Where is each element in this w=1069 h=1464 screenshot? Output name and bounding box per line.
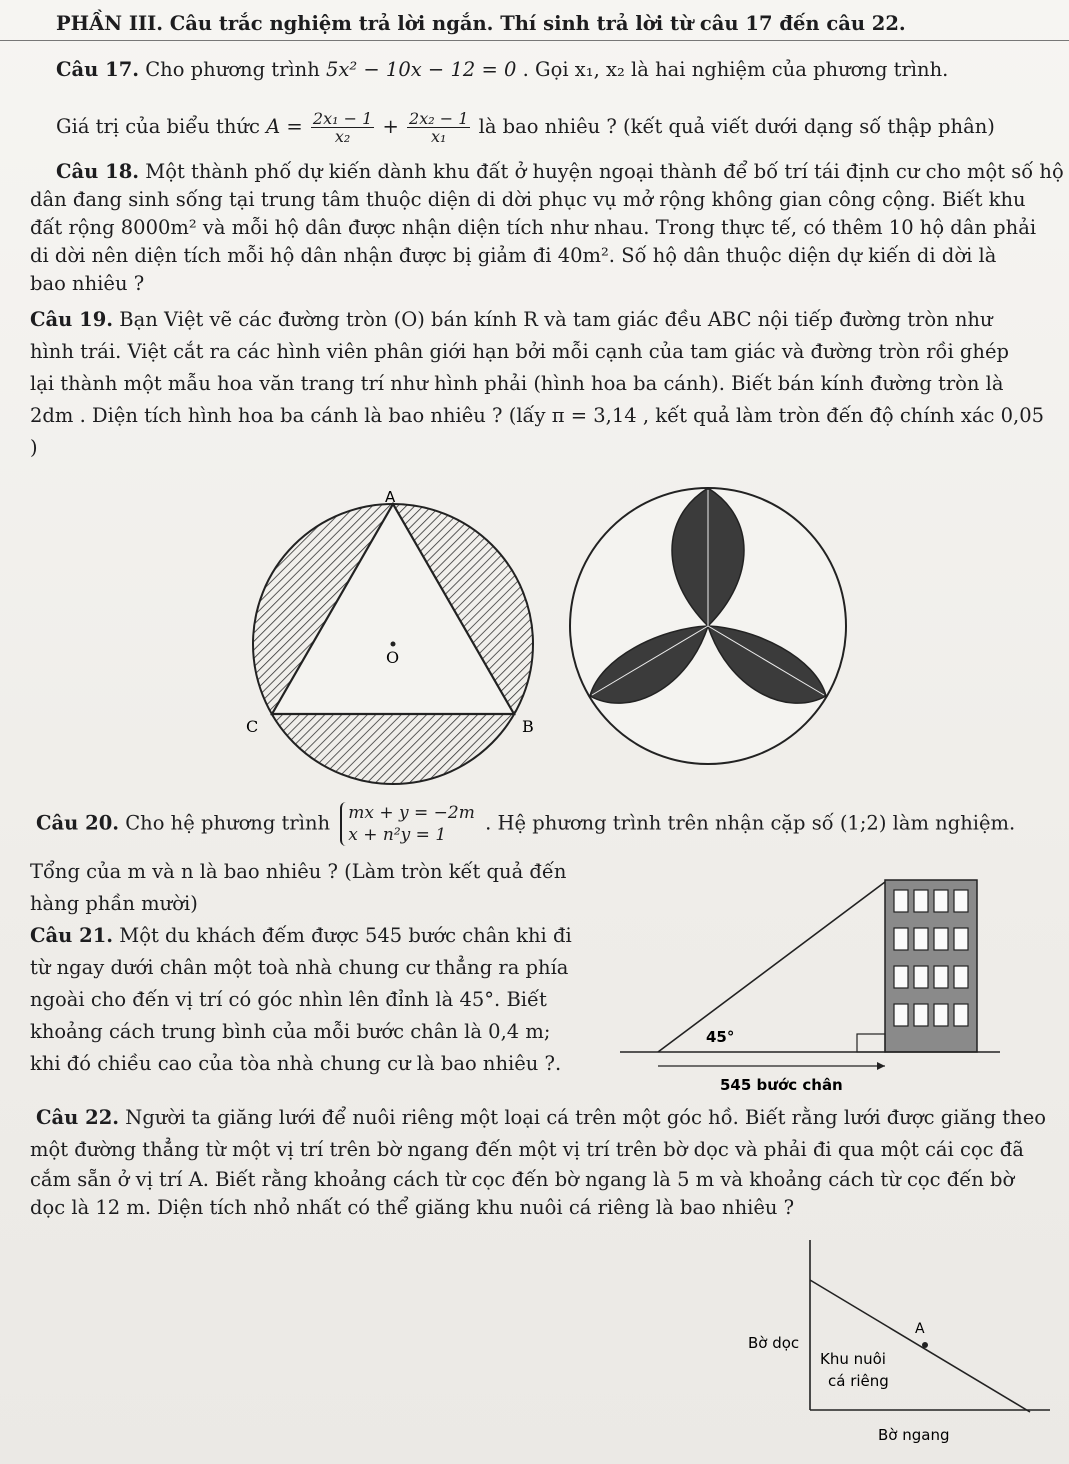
- q21-line3: ngoài cho đến vị trí có góc nhìn lên đỉnh là 45°. Biết: [30, 988, 547, 1011]
- q21-line2: từ ngay dưới chân một toà nhà chung cư thẳng ra phía: [30, 956, 569, 979]
- label-b: B: [522, 717, 534, 736]
- q17-fraction-2: $\frac{\text{2x₂ − 1}}{\text{x₁}}$: [409, 109, 469, 146]
- q17-label: Câu 17.: [56, 58, 140, 81]
- q22-line4: dọc là 12 m. Diện tích nhỏ nhất có thể giăng khu nuôi cá riêng là bao nhiêu ?: [30, 1196, 795, 1219]
- q21-line1: Câu 21. Một du khách đếm được 545 bước chân khi đi: [30, 924, 572, 947]
- q21-figure-building: [600, 870, 1040, 1100]
- q18-line3: đất rộng 8000m² và mỗi hộ dân được nhận diện tích như nhau. Trong thực tế, có thêm 10 hộ dân phải: [30, 216, 1037, 239]
- q19-line3: lại thành một mẫu hoa văn trang trí như hình phải (hình hoa ba cánh). Biết bán kính đường tròn là: [30, 372, 1004, 395]
- q20-equation-system: mx + y = −2m x + n²y = 1: [340, 802, 475, 846]
- q17-line1: Câu 17. Cho phương trình 5x² − 10x − 12 = 0 . Gọi x₁, x₂ là hai nghiệm của phương trình.: [56, 58, 949, 81]
- q19-line2: hình trái. Việt cắt ra các hình viên phân giới hạn bởi mỗi cạnh của tam giác và đường tròn rồi ghép: [30, 340, 1009, 363]
- label-bo-ngang: Bờ ngang: [878, 1426, 950, 1444]
- q17-equation: 5x² − 10x − 12 = 0: [325, 58, 517, 81]
- label-point-a: A: [915, 1321, 925, 1337]
- q22-figure-pond: [720, 1230, 1060, 1460]
- q18-line1: Câu 18. Một thành phố dự kiến dành khu đất ở huyện ngoại thành để bố trí tái định cư cho một số hộ: [56, 160, 1064, 183]
- label-khu-nuoi: Khu nuôi: [820, 1350, 886, 1368]
- label-bo-doc: Bờ dọc: [748, 1334, 800, 1352]
- q17-fraction-1: $\frac{\text{2x₁ − 1}}{\text{x₂}}$: [312, 109, 373, 146]
- q19-line4: 2dm . Diện tích hình hoa ba cánh là bao nhiêu ? (lấy π = 3,14 , kết quả làm tròn đến độ chính xác 0,05: [30, 404, 1045, 427]
- q20-line2: Tổng của m và n là bao nhiêu ? (Làm tròn kết quả đến: [30, 860, 567, 883]
- q19-figure-triangle: [230, 478, 570, 788]
- q18-line5: bao nhiêu ?: [30, 272, 145, 295]
- distance-label: 545 bước chân: [720, 1076, 843, 1094]
- q22-line2: một đường thẳng từ một vị trí trên bờ ngang đến một vị trí trên bờ dọc và phải đi qua một cái cọc đã: [30, 1138, 1024, 1161]
- q19-line1: Câu 19. Bạn Việt vẽ các đường tròn (O) bán kính R và tam giác đều ABC nội tiếp đường tròn như: [30, 308, 993, 331]
- q17-line2: Giá trị của biểu thức A = $\frac{\text{2x₁ − 1}}{\text{x₂}}$ + $\frac{\text{2x₂ − 1}}{\text{x₁}}$ là bao nhiêu ? (kết quả viết dưới dạng số thập phân): [56, 109, 995, 146]
- q18-line4: di dời nên diện tích mỗi hộ dân nhận được bị giảm đi 40m². Số hộ dân thuộc diện dự kiến di dời là: [30, 244, 997, 267]
- q19-line5: ): [30, 436, 38, 459]
- label-c: C: [246, 717, 259, 736]
- q22-line1: Câu 22. Người ta giăng lưới để nuôi riêng một loại cá trên một góc hồ. Biết rằng lưới được giăng theo: [36, 1106, 1046, 1129]
- label-ca-rieng: cá riêng: [828, 1372, 889, 1390]
- section-title: PHẦN III. Câu trắc nghiệm trả lời ngắn. Thí sinh trả lời từ câu 17 đến câu 22.: [56, 12, 906, 35]
- q20-line1: Câu 20. Cho hệ phương trình mx + y = −2m x + n²y = 1 . Hệ phương trình trên nhận cặp số (1;2) làm nghiệm.: [36, 803, 1016, 845]
- q21-line5: khi đó chiều cao của tòa nhà chung cư là bao nhiêu ?.: [30, 1052, 562, 1075]
- q18-line2: dân đang sinh sống tại trung tâm thuộc diện di dời phục vụ mở rộng không gian công cộng. Biết khu: [30, 188, 1026, 211]
- header-rule: [0, 40, 1069, 41]
- label-a: A: [385, 488, 396, 506]
- q21-line4: khoảng cách trung bình của mỗi bước chân là 0,4 m;: [30, 1020, 551, 1043]
- label-o: O: [386, 648, 400, 667]
- q20-line3: hàng phần mười): [30, 892, 198, 915]
- q19-figure-flower: [560, 478, 860, 778]
- q22-line3: cắm sẵn ở vị trí A. Biết rằng khoảng cách từ cọc đến bờ ngang là 5 m và khoảng cách từ cọc đến bờ: [30, 1168, 1015, 1191]
- angle-label: 45°: [706, 1028, 735, 1046]
